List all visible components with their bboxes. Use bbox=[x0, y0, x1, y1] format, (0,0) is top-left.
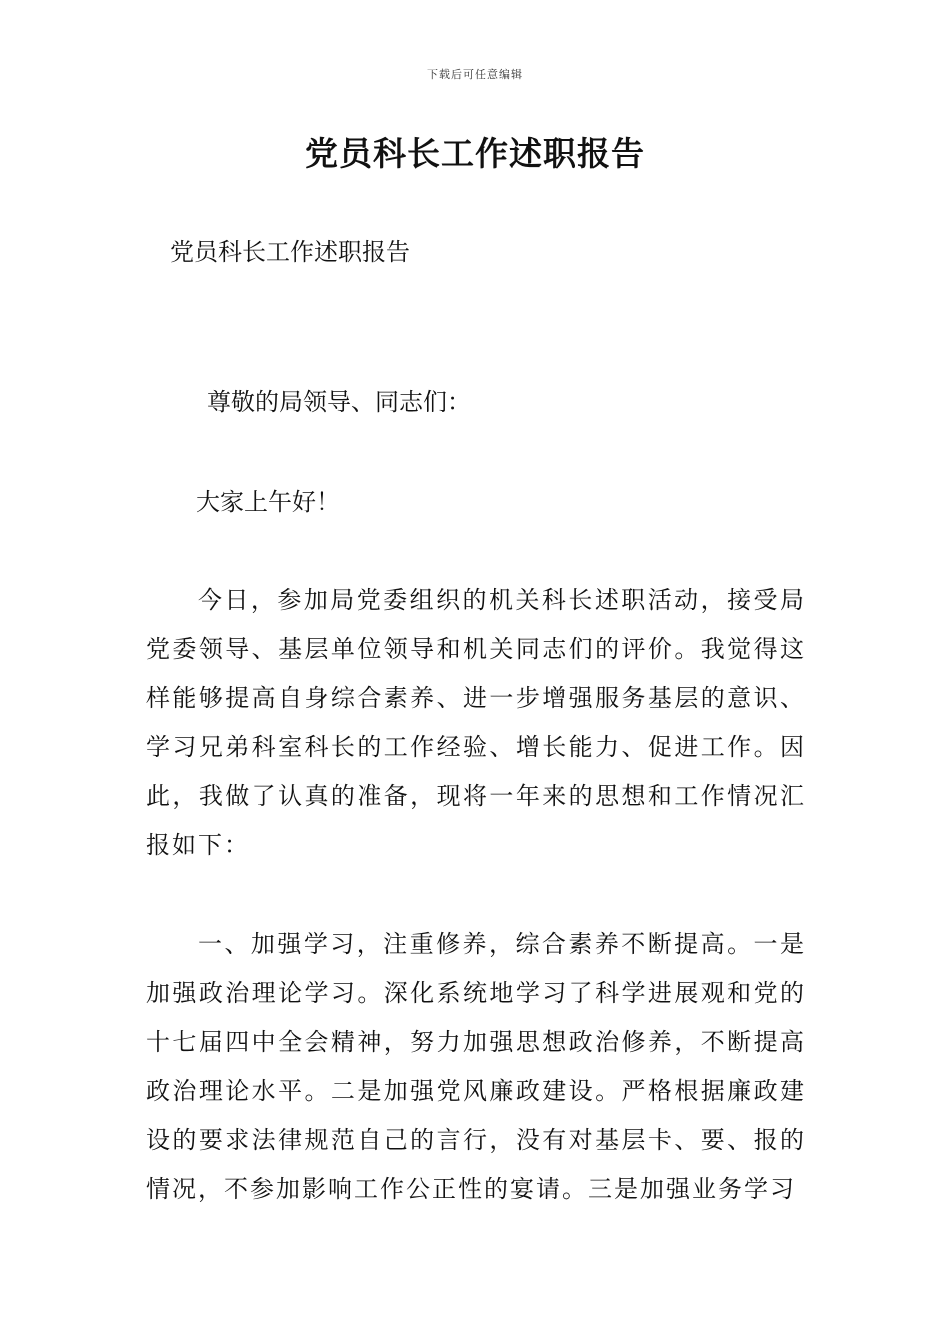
header-note: 下载后可任意编辑 bbox=[427, 68, 523, 81]
body-paragraph: 今日，参加局党委组织的机关科长述职活动，接受局党委领导、基层单位领导和机关同志们的评价。我觉得这样能够提高自身综合素养、进一步增强服务基层的意识、学习兄弟科室科长的工作经验、增长能力、促进工作。因此，我做了认真的准备，现将一年来的思想和工作情况汇报如下： bbox=[146, 586, 806, 859]
document-title: 党员科长工作述职报告 bbox=[305, 134, 645, 173]
document-subtitle: 党员科长工作述职报告 bbox=[170, 238, 410, 266]
salutation: 尊敬的局领导、同志们： bbox=[207, 388, 471, 416]
body-paragraph: 一、加强学习，注重修养，综合素养不断提高。一是加强政治理论学习。深化系统地学习了科学进展观和党的十七届四中全会精神，努力加强思想政治修养，不断提高政治理论水平。二是加强党风廉政建设。严格根据廉政建设的要求法律规范自己的言行，没有对基层卡、要、报的情况，不参加影响工作公正性的宴请。三是加强业务学习 bbox=[146, 930, 806, 1203]
greeting: 大家上午好！ bbox=[196, 488, 340, 516]
